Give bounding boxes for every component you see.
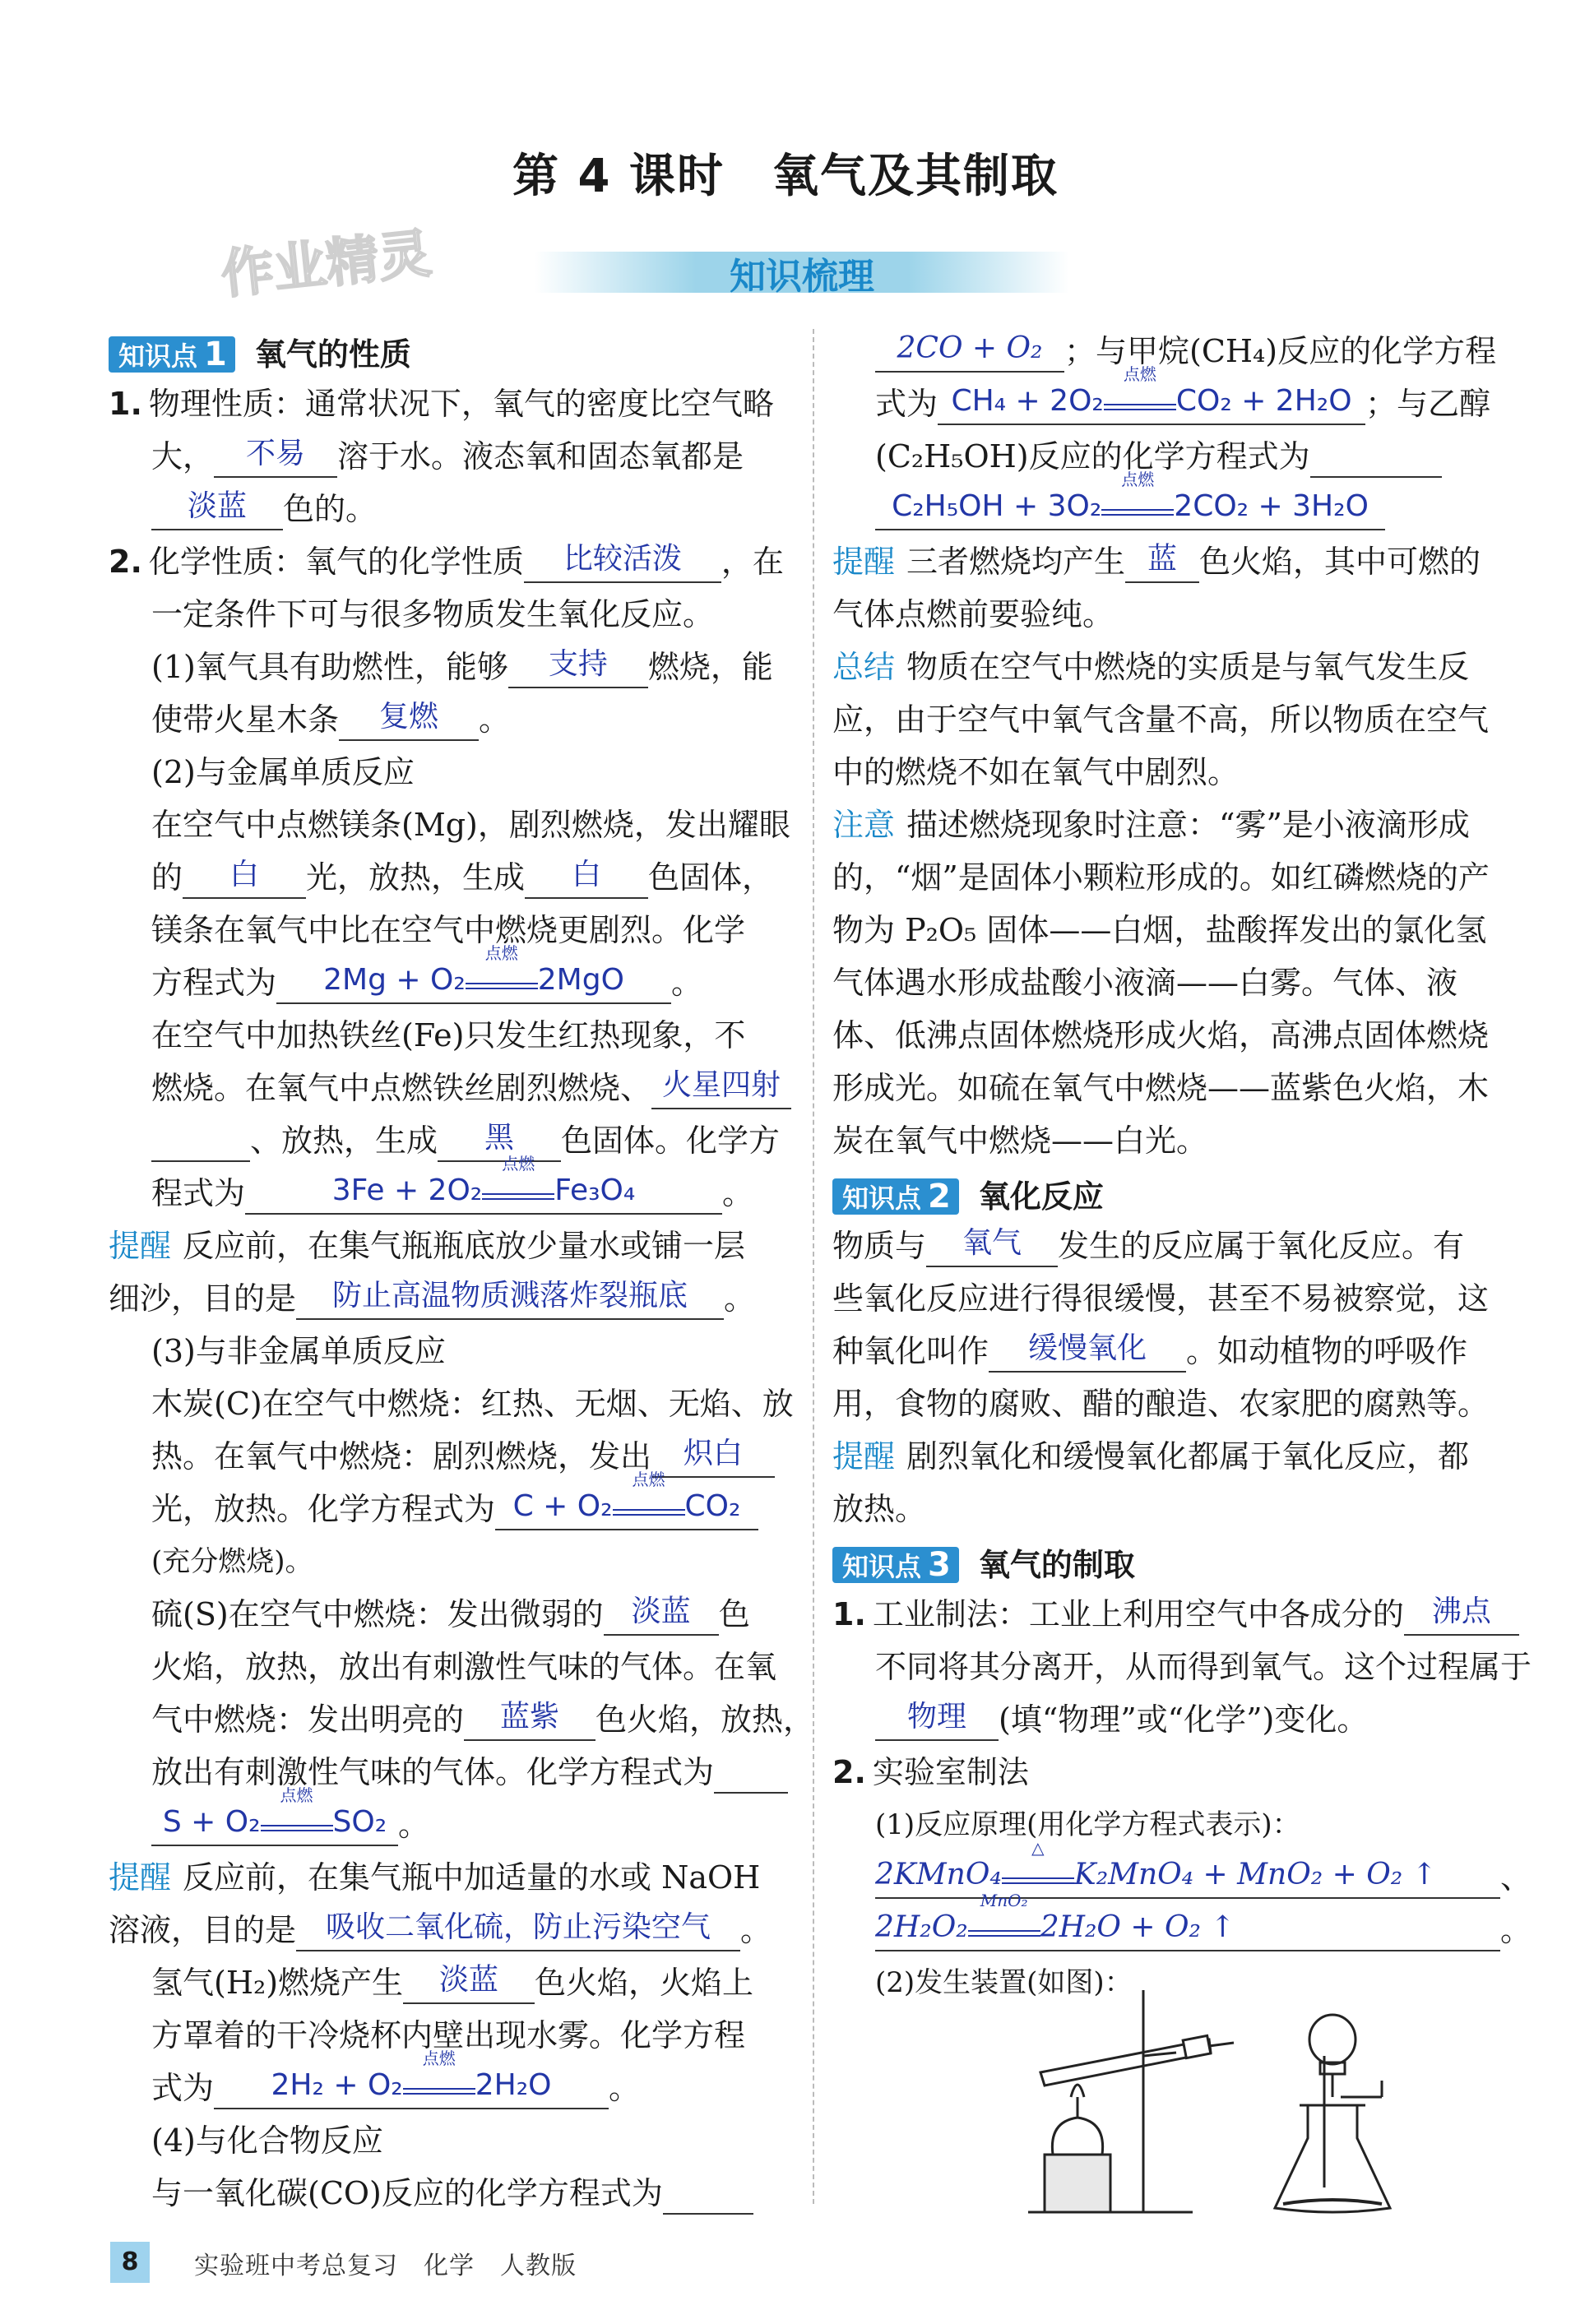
answer-blank: 氧气 xyxy=(926,1221,1058,1267)
text-span: 1. xyxy=(109,386,142,422)
kp-badge: 知识点 1 xyxy=(109,336,235,373)
text-span: 点燃 xyxy=(466,961,538,989)
answer-blank: 炽白 xyxy=(651,1432,775,1478)
answer-blank: 淡蓝 xyxy=(403,1958,535,2004)
text-line: 提醒 反应前，在集气瓶瓶底放少量水或铺一层 xyxy=(109,1228,746,1264)
text-line: 、放热，生成 黑 色固体。化学方 xyxy=(109,1114,791,1167)
kp3-heading xyxy=(832,1535,1522,1588)
text-line: 燃烧。在氧气中点燃铁丝剧烈燃烧、 火星四射 xyxy=(109,1062,791,1114)
kp2-heading xyxy=(832,1167,1522,1220)
text-line: 硫(S)在空气中燃烧：发出微弱的 淡蓝 色 xyxy=(109,1588,791,1641)
text-line: 在空气中点燃镁条(Mg)，剧烈燃烧，发出耀眼 xyxy=(151,807,790,843)
answer-blank: 不易 xyxy=(214,432,337,478)
page-number: 8 xyxy=(110,2242,150,2283)
right-column xyxy=(832,325,1532,2009)
text-line: 2. 化学性质：氧气的化学性质 比较活泼 ，在 xyxy=(109,535,791,588)
answer-equation: 2H₂ + O₂ 点燃 2H₂O xyxy=(214,2063,609,2109)
text-span: 提醒 xyxy=(832,544,896,580)
text-span: 点燃 xyxy=(613,1488,685,1516)
answer-equation: S + O₂ 点燃 SO₂ xyxy=(151,1800,398,1846)
text-line: (C₂H₅OH)反应的化学方程式为 xyxy=(832,430,1522,483)
text-span: 提醒 xyxy=(832,1438,896,1474)
watermark-logo: 作业精灵 xyxy=(218,223,434,307)
text-span xyxy=(663,2213,753,2215)
text-span: 氧化反应 xyxy=(978,1178,1104,1215)
text-span: △ xyxy=(1002,1856,1074,1884)
book-title: 实验班中考总复习 化学 人教版 xyxy=(194,2252,577,2280)
column-divider xyxy=(813,329,814,2204)
text-line: (3)与非金属单质反应 xyxy=(151,1333,446,1369)
text-line: 淡蓝 色的。 xyxy=(109,483,791,535)
text-span: 2. xyxy=(832,1754,866,1790)
answer-blank: 沸点 xyxy=(1404,1590,1519,1636)
text-line: 注意 描述燃烧现象时注意：“雾”是小液滴形成 xyxy=(832,807,1470,843)
text-line: 2. 实验室制法 xyxy=(832,1754,1029,1790)
answer-blank: 淡蓝 xyxy=(604,1590,719,1636)
text-line: 镁条在氧气中比在空气中燃烧更剧烈。化学 xyxy=(151,912,746,948)
answer-blank: 物理 xyxy=(875,1695,999,1741)
text-line: 提醒 三者燃烧均产生 蓝 色火焰，其中可燃的 xyxy=(832,535,1522,588)
text-span: 氧气的制取 xyxy=(978,1546,1135,1583)
text-line: 热。在氧气中燃烧：剧烈燃烧，发出 炽白 xyxy=(109,1430,791,1483)
text-line: (充分燃烧)。 xyxy=(151,1545,313,1578)
page-title: 第 4 课时 氧气及其制取 xyxy=(512,150,1059,203)
text-span xyxy=(151,1160,250,1162)
text-line: 中的燃烧不如在氧气中剧烈。 xyxy=(832,754,1240,790)
answer-blank: 复燃 xyxy=(339,695,479,741)
text-line: 种氧化叫作 缓慢氧化 。如动植物的呼吸作 xyxy=(832,1325,1522,1377)
text-line: 一定条件下可与很多物质发生氧化反应。 xyxy=(151,596,715,632)
text-line xyxy=(832,470,1522,535)
text-line: 总结 物质在空气中燃烧的实质是与氧气发生反 xyxy=(832,649,1470,685)
text-line: 方罩着的干冷烧杯内壁出现水雾。化学方程 xyxy=(151,2017,746,2053)
text-line: 在空气中加热铁丝(Fe)只发生红热现象，不 xyxy=(151,1017,746,1053)
answer-blank: 蓝紫 xyxy=(464,1695,595,1741)
answer-equation: 2Mg + O₂ 点燃 2MgO xyxy=(276,958,671,1004)
text-span: 2. xyxy=(109,544,142,580)
text-line: 物为 P₂O₅ 固体——白烟，盐酸挥发出的氯化氢 xyxy=(832,912,1487,948)
answer-blank: 比较活泼 xyxy=(524,537,721,583)
text-line: 细沙，目的是 防止高温物质溅落炸裂瓶底 。 xyxy=(109,1272,791,1325)
text-line: 的 白 光，放热，生成 白 色固体， xyxy=(109,851,791,904)
text-span: 点燃 xyxy=(403,2067,475,2095)
text-line: 放出有刺激性气味的气体。化学方程式为 xyxy=(109,1746,791,1799)
text-line: 2CO + O₂ ；与甲烷(CH₄)反应的化学方程 xyxy=(832,325,1522,377)
text-line: 提醒 反应前，在集气瓶中加适量的水或 NaOH xyxy=(109,1859,761,1896)
text-line: 些氧化反应进行得很缓慢，甚至不易被察觉，这 xyxy=(832,1280,1490,1317)
text-span: 提醒 xyxy=(109,1228,172,1264)
text-line: 使带火星木条 复燃 。 xyxy=(109,693,791,746)
text-span: 点燃 xyxy=(1101,488,1174,516)
text-line: (4)与化合物反应 xyxy=(151,2123,383,2159)
answer-blank: 防止高温物质溅落炸裂瓶底 xyxy=(296,1274,724,1320)
answer-blank: 火星四射 xyxy=(651,1063,791,1109)
section-banner: 知识梳理 xyxy=(535,252,1069,293)
text-line: 方程式为 2Mg + O₂ 点燃 2MgO 。 xyxy=(109,956,791,1009)
text-span: 注意 xyxy=(832,807,896,843)
answer-equation: 2CO + O₂ xyxy=(875,326,1064,373)
text-span xyxy=(1310,476,1442,478)
text-line: 放热。 xyxy=(832,1491,927,1527)
answer-equation: 3Fe + 2O₂ 点燃 Fe₃O₄ xyxy=(245,1169,722,1215)
text-line: 的，“烟”是固体小颗粒形成的。如红磷燃烧的产 xyxy=(832,859,1490,896)
answer-equation: C + O₂ 点燃 CO₂ xyxy=(495,1484,758,1530)
text-span xyxy=(714,1792,788,1794)
text-line: 物质与 氧气 发生的反应属于氧化反应。有 xyxy=(832,1220,1522,1272)
answer-equation: CH₄ + 2O₂ 点燃 CO₂ + 2H₂O xyxy=(938,379,1365,425)
text-line: 炭在氧气中燃烧——白光。 xyxy=(832,1123,1208,1159)
text-span: 点燃 xyxy=(261,1803,333,1831)
kp1-heading xyxy=(109,325,791,377)
apparatus-figure xyxy=(1020,1974,1398,2220)
kp-badge: 知识点 2 xyxy=(832,1178,959,1215)
text-line: 气体点燃前要验纯。 xyxy=(832,596,1115,632)
text-line: (2)与金属单质反应 xyxy=(151,754,415,790)
text-span: 提醒 xyxy=(109,1859,172,1896)
text-line: S + O₂ 点燃 SO₂ 。 xyxy=(109,1799,791,1851)
text-span: 点燃 xyxy=(1104,382,1176,410)
text-span: 1. xyxy=(832,1596,866,1632)
text-line: 提醒 剧烈氧化和缓慢氧化都属于氧化反应，都 xyxy=(832,1438,1470,1474)
text-line: (1)反应原理(用化学方程式表示)： xyxy=(875,1808,1300,1841)
text-line: 不同将其分离开，从而得到氧气。这个过程属于 xyxy=(875,1649,1532,1685)
answer-blank: 蓝 xyxy=(1125,537,1199,583)
text-line: 火焰，放热，放出有刺激性气味的气体。在氧 xyxy=(151,1649,777,1685)
answer-blank: 吸收二氧化硫，防止污染空气 xyxy=(296,1905,740,1951)
answer-equation: 2H₂O₂ MnO₂ 2H₂O + O₂ ↑ xyxy=(875,1905,1500,1951)
text-span: 点燃 xyxy=(482,1172,554,1200)
text-line: 用，食物的腐败、醋的酿造、农家肥的腐熟等。 xyxy=(832,1386,1490,1422)
answer-equation: C₂H₅OH + 3O₂ 点燃 2CO₂ + 3H₂O xyxy=(875,484,1385,530)
text-line: 木炭(C)在空气中燃烧：红热、无烟、无焰、放 xyxy=(151,1386,794,1422)
text-line: (1)氧气具有助燃性，能够 支持 燃烧，能 xyxy=(109,641,791,693)
answer-blank: 白 xyxy=(183,853,306,899)
text-line: 气中燃烧：发出明亮的 蓝紫 色火焰，放热， xyxy=(109,1693,791,1746)
text-line: 体、低沸点固体燃烧形成火焰，高沸点固体燃烧 xyxy=(832,1017,1490,1053)
answer-blank: 黑 xyxy=(438,1116,561,1162)
text-line: 式为 2H₂ + O₂ 点燃 2H₂O 。 xyxy=(109,2062,791,2114)
kp-badge: 知识点 3 xyxy=(832,1547,959,1583)
text-span: 总结 xyxy=(832,649,896,685)
text-line: 气体遇水形成盐酸小液滴——白雾。气体、液 xyxy=(832,965,1458,1001)
text-line: 2KMnO₄ △ K₂MnO₄ + MnO₂ + O₂ ↑ 、 xyxy=(832,1851,1522,1904)
answer-blank: 缓慢氧化 xyxy=(989,1326,1186,1373)
answer-equation: 2KMnO₄ △ K₂MnO₄ + MnO₂ + O₂ ↑ xyxy=(875,1853,1500,1899)
text-span: MnO₂ xyxy=(968,1909,1040,1937)
text-line: 2H₂O₂ MnO₂ 2H₂O + O₂ ↑ 。 xyxy=(832,1904,1522,1956)
text-line: (2)发生装置(如图)： xyxy=(875,1966,1133,1999)
text-line: 1. 工业制法：工业上利用空气中各成分的 沸点 xyxy=(832,1588,1522,1641)
text-line: 光，放热。化学方程式为 C + O₂ 点燃 CO₂ xyxy=(109,1483,791,1535)
text-line: 式为 CH₄ + 2O₂ 点燃 CO₂ + 2H₂O ；与乙醇 xyxy=(832,377,1522,430)
text-span: 氧气的性质 xyxy=(254,336,411,373)
text-line: 1. 物理性质：通常状况下，氧气的密度比空气略 xyxy=(109,386,774,422)
text-line: 与一氧化碳(CO)反应的化学方程式为 xyxy=(109,2167,791,2220)
answer-blank: 支持 xyxy=(508,642,648,688)
left-column xyxy=(109,325,815,2220)
text-line: 形成光。如硫在氧气中燃烧——蓝紫色火焰，木 xyxy=(832,1070,1490,1106)
text-line: 物理 (填“物理”或“化学”)变化。 xyxy=(832,1693,1522,1746)
text-line: 应，由于空气中氧气含量不高，所以物质在空气 xyxy=(832,701,1490,738)
text-line: 氢气(H₂)燃烧产生 淡蓝 色火焰，火焰上 xyxy=(109,1956,791,2009)
answer-blank: 白 xyxy=(525,853,648,899)
answer-blank: 淡蓝 xyxy=(151,484,283,530)
text-line: 大， 不易 溶于水。液态氧和固态氧都是 xyxy=(109,430,791,483)
text-line: 溶液，目的是 吸收二氧化硫，防止污染空气 。 xyxy=(109,1904,791,1956)
text-line: 程式为 3Fe + 2O₂ 点燃 Fe₃O₄ 。 xyxy=(109,1167,791,1220)
